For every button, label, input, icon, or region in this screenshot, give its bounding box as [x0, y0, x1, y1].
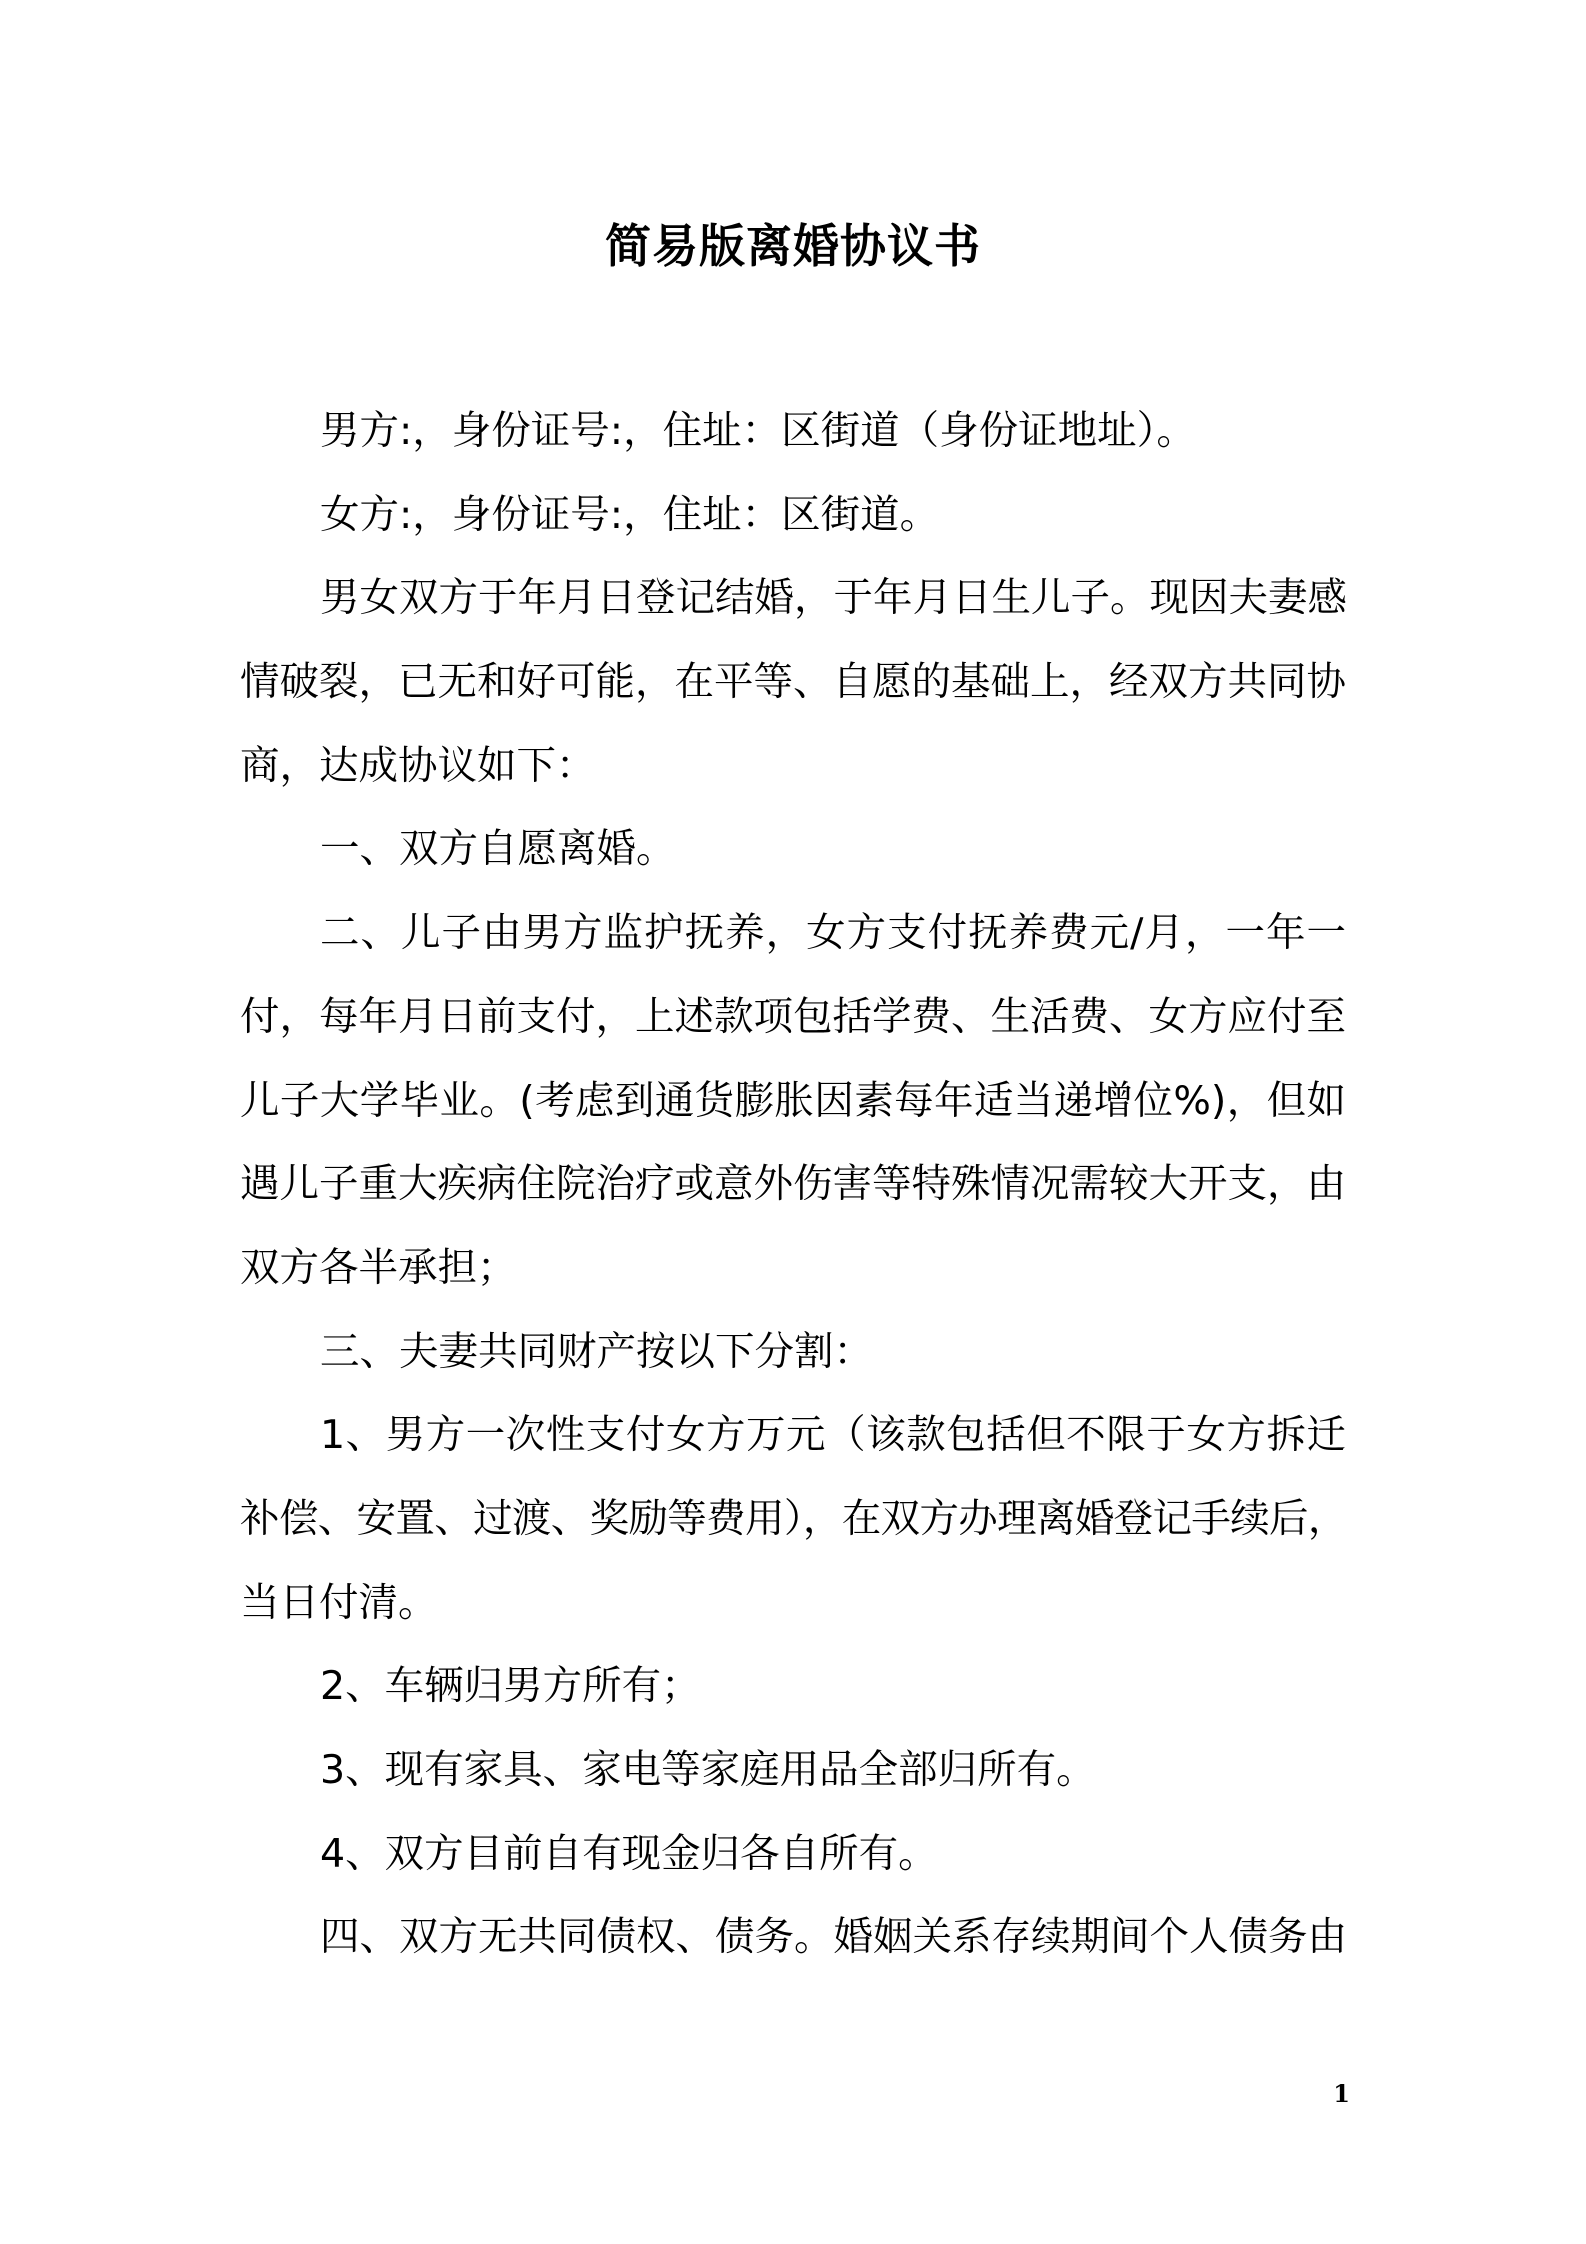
document-body — [240, 390, 1346, 1980]
document-title: 简易版离婚协议书 — [605, 219, 981, 273]
paragraph-line: 遇儿子重大疾病住院治疗或意外伤害等特殊情况需较大开支，由 — [240, 1161, 1346, 1208]
paragraph-clause-3 — [240, 1311, 1346, 1395]
paragraph-line: 1、男方一次性支付女方万元（该款包括但不限于女方拆迁 — [320, 1412, 1346, 1459]
paragraph-male-party — [240, 390, 1346, 474]
paragraph-preamble — [240, 557, 1346, 808]
paragraph-item-3 — [240, 1729, 1346, 1813]
paragraph-item-2 — [240, 1645, 1346, 1729]
paragraph-line: 4、双方目前自有现金归各自所有。 — [320, 1830, 938, 1877]
paragraph-line: 2、车辆归男方所有； — [320, 1663, 701, 1710]
paragraph-line: 双方各半承担； — [240, 1244, 517, 1291]
paragraph-item-1 — [240, 1394, 1346, 1645]
paragraph-line: 3、现有家具、家电等家庭用品全部归所有。 — [320, 1747, 1096, 1793]
paragraph-line: 付，每年月日前支付，上述款项包括学费、生活费、女方应付至 — [240, 993, 1346, 1040]
paragraph-item-4 — [240, 1813, 1346, 1897]
paragraph-line: 四、双方无共同债权、债务。婚姻关系存续期间个人债务由 — [320, 1914, 1347, 1961]
paragraph-clause-1 — [240, 808, 1346, 892]
paragraph-line: 情破裂，已无和好可能，在平等、自愿的基础上，经双方共同协 — [240, 659, 1346, 706]
paragraph-line: 一、双方自愿离婚。 — [320, 826, 676, 873]
paragraph-line: 补偿、安置、过渡、奖励等费用），在双方办理离婚登记手续后， — [240, 1495, 1346, 1542]
paragraph-line: 当日付清。 — [240, 1579, 438, 1626]
paragraph-line: 二、儿子由男方监护抚养，女方支付抚养费元/月，一年一 — [320, 910, 1346, 957]
paragraph-line: 三、夫妻共同财产按以下分割： — [320, 1328, 873, 1375]
paragraph-line: 女方:，身份证号:，住址：区街道。 — [320, 491, 940, 538]
paragraph-line: 男女双方于年月日登记结婚，于年月日生儿子。现因夫妻感 — [320, 575, 1347, 622]
paragraph-line: 男方:，身份证号:，住址：区街道（身份证地址）。 — [320, 408, 1196, 454]
paragraph-clause-4 — [240, 1896, 1346, 1980]
page-number: 1 — [1333, 2079, 1350, 2108]
paragraph-clause-2 — [240, 892, 1346, 1310]
paragraph-line: 商，达成协议如下： — [240, 742, 596, 789]
paragraph-line: 儿子大学毕业。(考虑到通货膨胀因素每年适当递增位%)，但如 — [240, 1077, 1346, 1124]
paragraph-female-party — [240, 474, 1346, 558]
